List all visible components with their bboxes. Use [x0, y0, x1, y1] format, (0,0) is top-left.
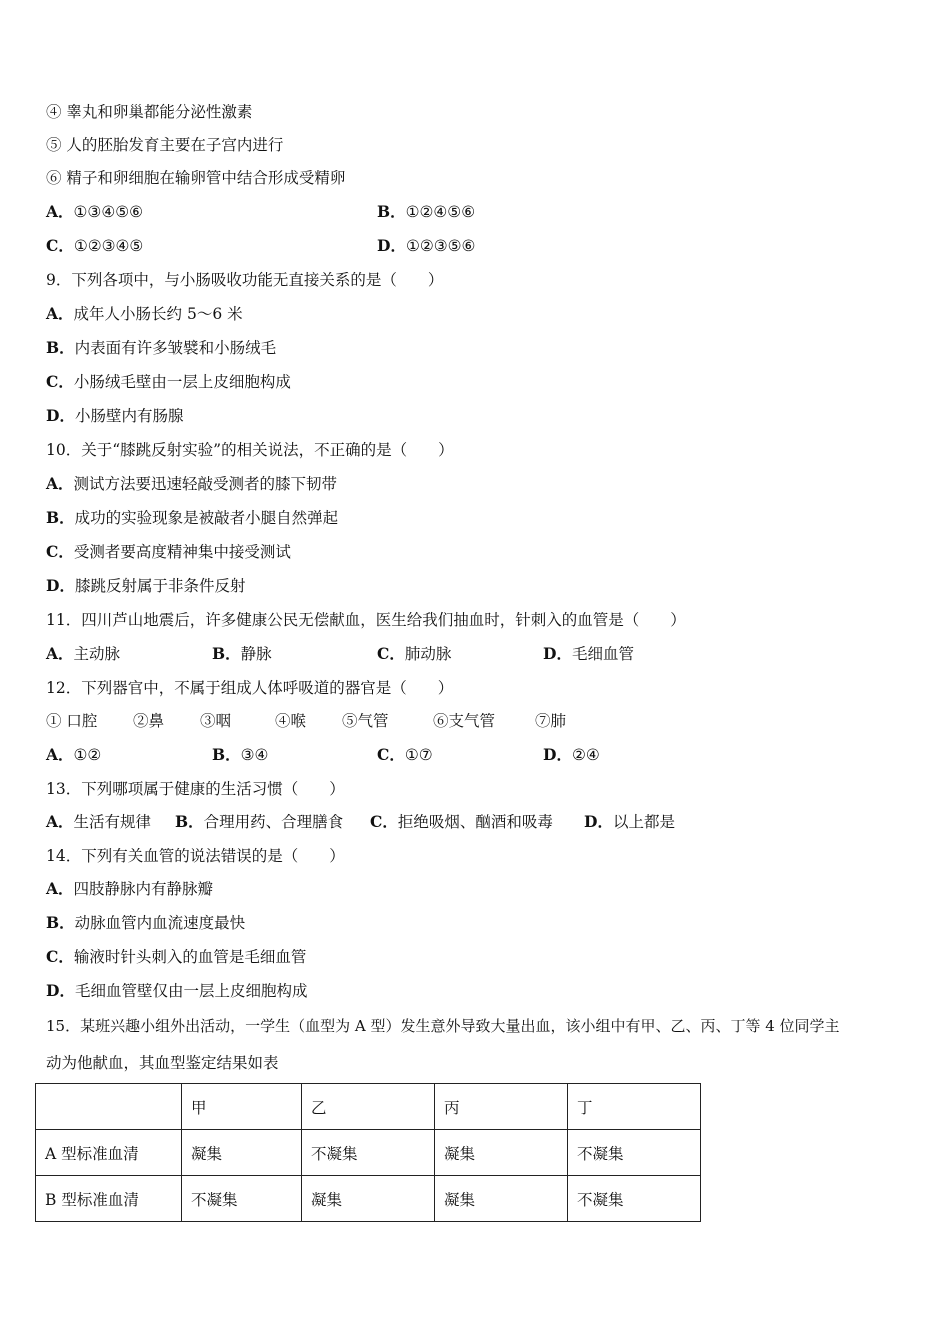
q9-option-b: B．内表面有许多皱襞和小肠绒毛	[46, 338, 277, 357]
table-cell: 凝集	[302, 1176, 435, 1222]
q12-organ-6: ⑥支气管	[433, 712, 496, 730]
q11-option-b: B．静脉	[212, 644, 272, 663]
table-row	[36, 1176, 701, 1222]
q9-option-d: D．小肠壁内有肠腺	[46, 406, 184, 425]
q12-organ-5: ⑤气管	[342, 712, 389, 730]
table-header-row	[36, 1084, 701, 1130]
q11-option-c: C．肺动脉	[377, 644, 452, 663]
q11-option-a: A．主动脉	[46, 644, 121, 663]
q9-stem: 9．下列各项中，与小肠吸收功能无直接关系的是（ ）	[46, 271, 444, 289]
q13-option-d: D．以上都是	[584, 812, 675, 831]
q12-organ-1: ① 口腔	[46, 712, 98, 730]
q9-option-c: C．小肠绒毛壁由一层上皮细胞构成	[46, 372, 291, 391]
q11-option-d: D．毛细血管	[543, 644, 634, 663]
q13-option-c: C．拒绝吸烟、酗酒和吸毒	[370, 812, 553, 831]
q13-option-b: B．合理用药、合理膳食	[175, 812, 344, 831]
q10-stem: 10．关于“膝跳反射实验”的相关说法，不正确的是（ ）	[46, 441, 454, 459]
q13-stem: 13．下列哪项属于健康的生活习惯（ ）	[46, 780, 345, 798]
table-cell: 不凝集	[568, 1176, 701, 1222]
table-cell: 不凝集	[182, 1176, 302, 1222]
table-header-cell	[36, 1084, 182, 1130]
q10-option-a: A．测试方法要迅速轻敲受测者的膝下韧带	[46, 474, 338, 493]
q10-option-c: C．受测者要高度精神集中接受测试	[46, 542, 291, 561]
statement-6: ⑥ 精子和卵细胞在输卵管中结合形成受精卵	[46, 169, 346, 187]
q12-stem: 12．下列器官中，不属于组成人体呼吸道的器官是（ ）	[46, 679, 454, 697]
q14-option-c: C．输液时针头刺入的血管是毛细血管	[46, 947, 307, 966]
table-header-cell: 乙	[302, 1084, 435, 1130]
blood-type-table	[35, 1083, 701, 1222]
table-header-cell: 丁	[568, 1084, 701, 1130]
q10-option-b: B．成功的实验现象是被敲者小腿自然弹起	[46, 508, 339, 527]
table-cell: B 型标准血清	[36, 1176, 182, 1222]
table-cell: 不凝集	[568, 1130, 701, 1176]
q13-option-a: A．生活有规律	[46, 812, 152, 831]
q14-option-d: D．毛细血管壁仅由一层上皮细胞构成	[46, 981, 308, 1000]
table-cell: 凝集	[435, 1176, 568, 1222]
q12-organ-3: ③咽	[200, 712, 232, 730]
table-header-cell: 甲	[182, 1084, 302, 1130]
q15-stem-line1: 15．某班兴趣小组外出活动，一学生（血型为 A 型）发生意外导致大量出血，该小组中有甲、乙、丙、丁等 4 位同学主	[46, 1017, 840, 1035]
table-cell: 凝集	[435, 1130, 568, 1176]
q14-option-a: A．四肢静脉内有静脉瓣	[46, 879, 214, 898]
table-cell: A 型标准血清	[36, 1130, 182, 1176]
table-cell: 不凝集	[302, 1130, 435, 1176]
q12-option-b: B．③④	[212, 745, 269, 764]
q14-option-b: B．动脉血管内血流速度最快	[46, 913, 246, 932]
q12-option-d: D．②④	[543, 745, 600, 764]
q8-option-d: D．①②③⑤⑥	[377, 236, 476, 255]
statement-5: ⑤ 人的胚胎发育主要在子宫内进行	[46, 136, 284, 154]
q12-option-c: C．①⑦	[377, 745, 433, 764]
q9-option-a: A．成年人小肠长约 5～6 米	[46, 304, 243, 323]
table-row	[36, 1130, 701, 1176]
q12-organ-4: ④喉	[275, 712, 307, 730]
q14-stem: 14．下列有关血管的说法错误的是（ ）	[46, 847, 345, 865]
q11-stem: 11．四川芦山地震后，许多健康公民无偿献血，医生给我们抽血时，针刺入的血管是（ ）	[46, 611, 686, 629]
q8-option-a: A．①③④⑤⑥	[46, 202, 144, 221]
q12-organ-2: ②鼻	[133, 712, 165, 730]
q10-option-d: D．膝跳反射属于非条件反射	[46, 576, 246, 595]
q8-option-c: C．①②③④⑤	[46, 236, 144, 255]
table-cell: 凝集	[182, 1130, 302, 1176]
q12-organ-7: ⑦肺	[535, 712, 567, 730]
statement-4: ④ 睾丸和卵巢都能分泌性激素	[46, 103, 253, 121]
q8-option-b: B．①②④⑤⑥	[377, 202, 476, 221]
q15-stem-line2: 动为他献血，其血型鉴定结果如表	[46, 1054, 279, 1072]
q12-option-a: A．①②	[46, 745, 102, 764]
table-header-cell: 丙	[435, 1084, 568, 1130]
